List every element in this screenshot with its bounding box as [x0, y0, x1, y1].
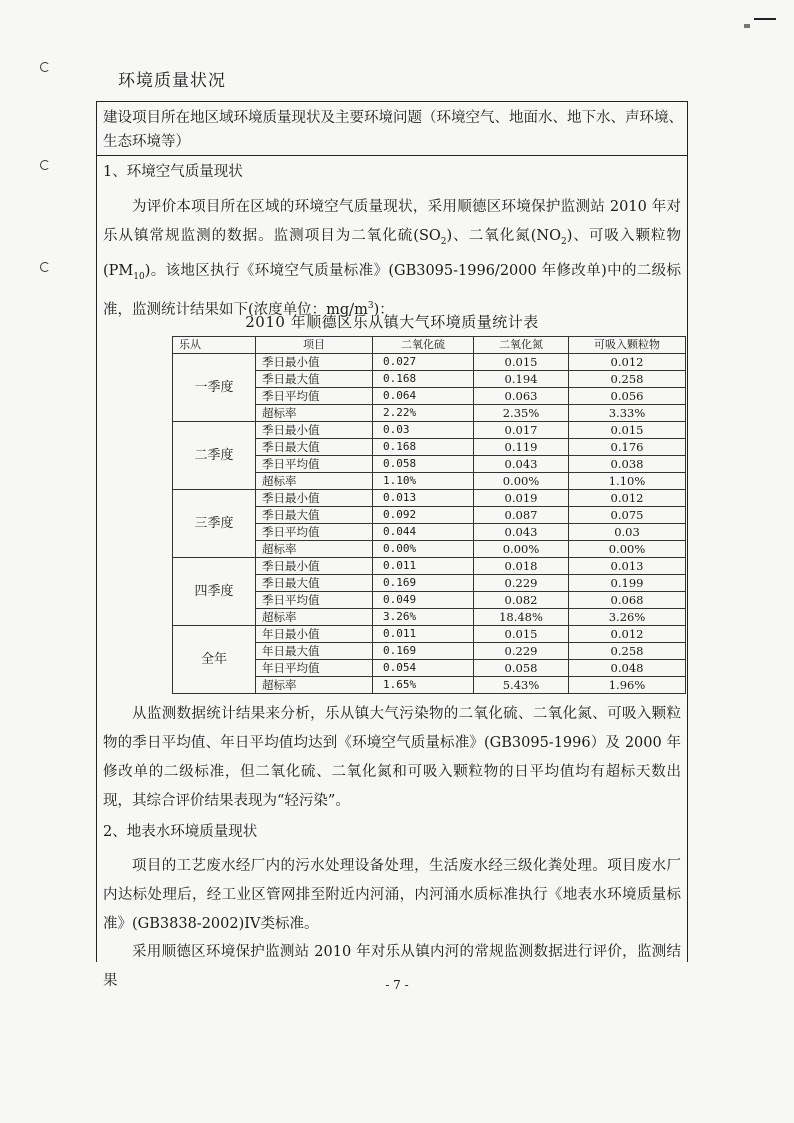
no2-cell: 0.058	[474, 660, 569, 677]
so2-cell: 1.10%	[373, 473, 474, 490]
scan-edge-mark	[754, 18, 776, 20]
item-cell: 季日平均值	[256, 456, 373, 473]
so2-cell: 0.092	[373, 507, 474, 524]
pm10-cell: 0.015	[569, 422, 686, 439]
no2-cell: 0.019	[474, 490, 569, 507]
pm10-cell: 0.038	[569, 456, 686, 473]
section-title: 环境质量状况	[118, 71, 226, 91]
no2-cell: 18.48%	[474, 609, 569, 626]
air-quality-heading: 1、环境空气质量现状	[103, 164, 243, 180]
no2-cell: 5.43%	[474, 677, 569, 694]
punch-hole-mark	[40, 262, 50, 272]
pm10-cell: 0.258	[569, 643, 686, 660]
season-cell: 四季度	[173, 558, 256, 626]
so2-cell: 0.00%	[373, 541, 474, 558]
no2-cell: 0.017	[474, 422, 569, 439]
table-row	[173, 490, 686, 507]
item-cell: 季日最小值	[256, 558, 373, 575]
table-row	[173, 422, 686, 439]
header-pm10: 可吸入颗粒物	[569, 337, 686, 354]
no2-cell: 0.082	[474, 592, 569, 609]
header-location: 乐从	[173, 337, 256, 354]
so2-cell: 0.169	[373, 643, 474, 660]
so2-cell: 0.027	[373, 354, 474, 371]
so2-cell: 0.168	[373, 439, 474, 456]
so2-cell: 0.011	[373, 558, 474, 575]
so2-cell: 1.65%	[373, 677, 474, 694]
frame-heading: 建设项目所在地区域环境质量现状及主要环境问题（环境空气、地面水、地下水、声环境、生态环境等）	[97, 102, 687, 156]
season-cell: 一季度	[173, 354, 256, 422]
season-cell: 三季度	[173, 490, 256, 558]
no2-cell: 0.015	[474, 626, 569, 643]
pm10-cell: 0.075	[569, 507, 686, 524]
pm10-cell: 3.26%	[569, 609, 686, 626]
no2-cell: 0.018	[474, 558, 569, 575]
so2-cell: 0.013	[373, 490, 474, 507]
no2-cell: 0.043	[474, 524, 569, 541]
so2-cell: 2.22%	[373, 405, 474, 422]
table-row	[173, 558, 686, 575]
pm10-cell: 0.056	[569, 388, 686, 405]
header-item: 项目	[256, 337, 373, 354]
so2-cell: 0.064	[373, 388, 474, 405]
item-cell: 季日平均值	[256, 388, 373, 405]
no2-cell: 2.35%	[474, 405, 569, 422]
item-cell: 超标率	[256, 405, 373, 422]
pm10-cell: 0.012	[569, 490, 686, 507]
no2-cell: 0.229	[474, 643, 569, 660]
item-cell: 季日平均值	[256, 592, 373, 609]
item-cell: 季日最大值	[256, 371, 373, 388]
item-cell: 超标率	[256, 677, 373, 694]
page-number: - 7 -	[385, 978, 409, 992]
air-quality-table	[172, 336, 686, 694]
no2-cell: 0.119	[474, 439, 569, 456]
item-cell: 超标率	[256, 541, 373, 558]
so2-cell: 3.26%	[373, 609, 474, 626]
item-cell: 季日最大值	[256, 439, 373, 456]
pm10-cell: 0.012	[569, 626, 686, 643]
so2-cell: 0.168	[373, 371, 474, 388]
item-cell: 季日最大值	[256, 507, 373, 524]
pm10-cell: 0.068	[569, 592, 686, 609]
pm10-cell: 0.176	[569, 439, 686, 456]
season-cell: 全年	[173, 626, 256, 694]
punch-hole-mark	[40, 62, 50, 72]
pm10-cell: 0.012	[569, 354, 686, 371]
no2-cell: 0.063	[474, 388, 569, 405]
monitoring-paragraph: 采用顺德区环境保护监测站 2010 年对乐从镇内河的常规监测数据进行评价，监测结果	[103, 944, 681, 989]
surface-water-heading: 2、地表水环境质量现状	[103, 824, 258, 840]
pm10-cell: 1.10%	[569, 473, 686, 490]
header-no2: 二氧化氮	[474, 337, 569, 354]
so2-cell: 0.03	[373, 422, 474, 439]
pm10-cell: 0.048	[569, 660, 686, 677]
item-cell: 年日最大值	[256, 643, 373, 660]
item-cell: 季日最小值	[256, 354, 373, 371]
pm10-cell: 0.199	[569, 575, 686, 592]
table-header-row	[173, 337, 686, 354]
so2-cell: 0.044	[373, 524, 474, 541]
table-row	[173, 626, 686, 643]
no2-cell: 0.194	[474, 371, 569, 388]
no2-cell: 0.087	[474, 507, 569, 524]
pm10-cell: 0.00%	[569, 541, 686, 558]
pm10-cell: 0.258	[569, 371, 686, 388]
item-cell: 季日最小值	[256, 490, 373, 507]
table-title: 2010 年顺德区乐从镇大气环境质量统计表	[245, 313, 539, 331]
content-frame	[96, 101, 688, 989]
pm10-cell: 1.96%	[569, 677, 686, 694]
item-cell: 超标率	[256, 609, 373, 626]
surface-water-paragraph: 项目的工艺废水经厂内的污水处理设备处理，生活废水经三级化粪处理。项目废水厂内达标处理后，经工业区管网排至附近内河涌，内河涌水质标准执行《地表水环境质量标准》(GB3838-2002)IV类标准。	[103, 858, 681, 932]
no2-cell: 0.043	[474, 456, 569, 473]
item-cell: 季日最大值	[256, 575, 373, 592]
no2-cell: 0.00%	[474, 473, 569, 490]
air-quality-intro: 为评价本项目所在区域的环境空气质量现状，采用顺德区环境保护监测站 2010 年对乐从镇常规监测的数据。监测项目为二氧化硫$(SO_2)$、二氧化氮$(NO_2)$、可吸入颗粒物$(PM_{10})$。该地区执行《环境空气质量标准》(GB3095-1996/2000 年修改单)中的二级标准，监测统计结果如下(浓度单位：$mg/m^3$)：	[103, 199, 681, 318]
item-cell: 年日平均值	[256, 660, 373, 677]
header-so2: 二氧化硫	[373, 337, 474, 354]
pm10-cell: 0.013	[569, 558, 686, 575]
table-body	[173, 354, 686, 694]
item-cell: 年日最小值	[256, 626, 373, 643]
item-cell: 季日平均值	[256, 524, 373, 541]
item-cell: 季日最小值	[256, 422, 373, 439]
pm10-cell: 3.33%	[569, 405, 686, 422]
so2-cell: 0.169	[373, 575, 474, 592]
no2-cell: 0.00%	[474, 541, 569, 558]
punch-hole-mark	[40, 160, 50, 170]
item-cell: 超标率	[256, 473, 373, 490]
so2-cell: 0.054	[373, 660, 474, 677]
pm10-cell: 0.03	[569, 524, 686, 541]
scan-edge-mark	[744, 24, 750, 28]
so2-cell: 0.058	[373, 456, 474, 473]
no2-cell: 0.015	[474, 354, 569, 371]
no2-cell: 0.229	[474, 575, 569, 592]
analysis-paragraph: 从监测数据统计结果来分析，乐从镇大气污染物的二氧化硫、二氧化氮、可吸入颗粒物的季日平均值、年日平均值均达到《环境空气质量标准》(GB3095-1996）及 2000 年修改单的二级标准，但二氧化硫、二氧化氮和可吸入颗粒物的日平均值均有超标天数出现，其综合评价结果表现为“轻污染”。	[103, 706, 681, 809]
season-cell: 二季度	[173, 422, 256, 490]
so2-cell: 0.011	[373, 626, 474, 643]
so2-cell: 0.049	[373, 592, 474, 609]
table-row	[173, 354, 686, 371]
